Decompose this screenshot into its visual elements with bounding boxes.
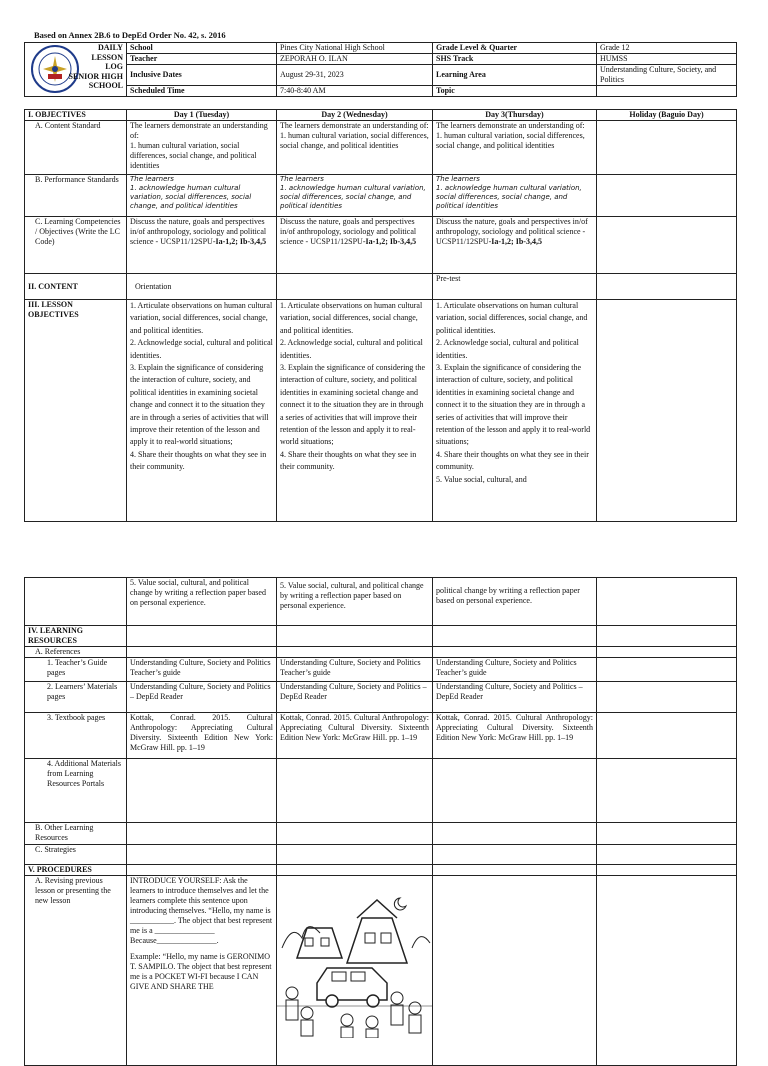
community-illustration-icon xyxy=(277,888,433,1038)
main-table-page-2 xyxy=(24,577,737,1066)
area-value: Understanding Culture, Society, and Politics xyxy=(597,65,737,86)
other-resources-label: B. Other Learning Resources xyxy=(25,823,127,845)
lesson-objectives-day1: 1. Articulate observations on human cultural variation, social differences, social change, and political identities. 2. Acknowledge social, cultural and political identities. 3. Explain the significance of considering the interaction of culture, society, and political identities in examining societal change and connect it to the situation they are in through a series of activities that will improve their retention of the lesson and apply it to real-world situations; 4. Share their thoughts on what they see in their community. xyxy=(127,300,277,522)
time-value: 7:40-8:40 AM xyxy=(277,86,433,97)
revising-day3 xyxy=(433,876,597,1066)
tg-label: 1. Teacher’s Guide pages xyxy=(25,658,127,682)
lesson-objectives-day3: 1. Articulate observations on human cultural variation, social differences, social change, and political identities. 2. Acknowledge social, cultural and political identities. 3. Explain the significance of considering the interaction of culture, society, and political identities in examining societal change and connect it to the situation they are in through a series of activities that will improve their retention of the lesson and apply it to real-world situations; 4. Share their thoughts on what they see in their community. 5. Value social, cultural, and xyxy=(433,300,597,522)
dates-value: August 29-31, 2023 xyxy=(277,65,433,86)
tg-day2: Understanding Culture, Society and Politics Teacher’s guide xyxy=(277,658,433,682)
competencies-label: C. Learning Competencies / Objectives (Write the LC Code) xyxy=(25,217,127,274)
revising-label: A. Revising previous lesson or presenting the new lesson xyxy=(25,876,127,1066)
content-standard-day1: The learners demonstrate an understanding of: 1. human cultural variation, social differences, social change, and political identities xyxy=(127,121,277,175)
competencies-day4 xyxy=(597,217,737,274)
additional-label: 4. Additional Materials from Learning Resources Portals xyxy=(25,759,127,823)
lm-label: 2. Learners’ Materials pages xyxy=(25,682,127,713)
tg-day3: Understanding Culture, Society and Politics Teacher’s guide xyxy=(433,658,597,682)
day1-heading: Day 1 (Tuesday) xyxy=(127,110,277,121)
references-label: A. References xyxy=(25,647,127,658)
day4-heading: Holiday (Baguio Day) xyxy=(597,110,737,121)
revising-day4 xyxy=(597,876,737,1066)
content-day2 xyxy=(277,274,433,300)
track-label: SHS Track xyxy=(433,54,597,65)
resources-label: IV. LEARNING RESOURCES xyxy=(25,626,127,647)
teacher-label: Teacher xyxy=(127,54,277,65)
day2-heading: Day 2 (Wednesday) xyxy=(277,110,433,121)
school-label: School xyxy=(127,43,277,54)
content-standard-day4 xyxy=(597,121,737,175)
performance-day4 xyxy=(597,175,737,217)
tb-day2: Kottak, Conrad. 2015. Cultural Anthropology: Appreciating Cultural Diversity. Sixteenth Edition New York: McGraw Hill. pp. 1–19 xyxy=(277,713,433,759)
day3-heading: Day 3(Thursday) xyxy=(433,110,597,121)
performance-day3: The learners 1. acknowledge human cultural variation, social differences, social change, and political identities xyxy=(433,175,597,217)
content-standard-label: A. Content Standard xyxy=(25,121,127,175)
content-day4 xyxy=(597,274,737,300)
lesson-objectives-day4 xyxy=(597,300,737,522)
lesson-objectives-cont-day4 xyxy=(597,578,737,626)
tb-label: 3. Textbook pages xyxy=(25,713,127,759)
lesson-objectives-cont-day3: political change by writing a reflection paper based on personal experience. xyxy=(433,578,597,626)
lesson-objectives-day2: 1. Articulate observations on human cultural variation, social differences, social change, and political identities. 2. Acknowledge social, cultural and political identities. 3. Explain the significance of considering the interaction of culture, society, and political identities in examining societal change and connect it to the situation they are in through a series of activities that will improve their retention of the lesson and apply it to real-world situations; 4. Share their thoughts on what they see in their community. xyxy=(277,300,433,522)
tg-day1: Understanding Culture, Society and Politics Teacher’s guide xyxy=(127,658,277,682)
content-standard-day2: The learners demonstrate an understanding of: 1. human cultural variation, social differences, social change, and political identities xyxy=(277,121,433,175)
lesson-objectives-cont-day2: 5. Value social, cultural, and political change by writing a reflection paper based on personal experience. xyxy=(277,578,433,626)
lesson-objectives-label: III. LESSON OBJECTIVES xyxy=(25,300,127,522)
dll-title: DAILY LESSON LOG SENIOR HIGH SCHOOL xyxy=(25,43,127,97)
area-label: Learning Area xyxy=(433,65,597,86)
content-day3: Pre-test xyxy=(433,274,597,300)
time-label: Scheduled Time xyxy=(127,86,277,97)
grade-value: Grade 12 xyxy=(597,43,737,54)
content-label: II. CONTENT xyxy=(25,274,127,300)
procedures-label: V. PROCEDURES xyxy=(25,865,127,876)
lm-day2: Understanding Culture, Society and Politics – DepEd Reader xyxy=(277,682,433,713)
performance-day1: The learners 1. acknowledge human cultural variation, social differences, social change, and political identities xyxy=(127,175,277,217)
content-day1: Orientation xyxy=(127,274,277,300)
tb-day1: Kottak, Conrad. 2015. Cultural Anthropology: Appreciating Cultural Diversity. Sixteenth Edition New York: McGraw Hill. pp. 1–19 xyxy=(127,713,277,759)
performance-day2: The learners 1. acknowledge human cultural variation, social differences, social change, and political identities xyxy=(277,175,433,217)
main-table-page-1 xyxy=(24,109,737,522)
revising-day2 xyxy=(277,876,433,1066)
track-value: HUMSS xyxy=(597,54,737,65)
performance-label: B. Performance Standards xyxy=(25,175,127,217)
competencies-day1: Discuss the nature, goals and perspectives in/of anthropology, sociology and political science - UCSP11/12SPU-Ia-1,2; Ib-3,4,5 xyxy=(127,217,277,274)
grade-label: Grade Level & Quarter xyxy=(433,43,597,54)
tb-day3: Kottak, Conrad. 2015. Cultural Anthropology: Appreciating Cultural Diversity. Sixteenth Edition New York: McGraw Hill. pp. 1–19 xyxy=(433,713,597,759)
strategies-label: C. Strategies xyxy=(25,845,127,865)
lm-day1: Understanding Culture, Society and Politics – DepEd Reader xyxy=(127,682,277,713)
topic-value xyxy=(597,86,737,97)
lesson-objectives-cont-label xyxy=(25,578,127,626)
content-standard-day3: The learners demonstrate an understanding of: 1. human cultural variation, social differences, social change, and political identities xyxy=(433,121,597,175)
competencies-day3: Discuss the nature, goals and perspectives in/of anthropology, sociology and political science - UCSP11/12SPU-Ia-1,2; Ib-3,4,5 xyxy=(433,217,597,274)
lm-day3: Understanding Culture, Society and Politics – DepEd Reader xyxy=(433,682,597,713)
revising-day1: INTRODUCE YOURSELF: Ask the learners to introduce themselves and let the learners complete this sentence upon introducing themselves. “Hello, my name is ___________. The object that best represent me is a _______________ Because_______________. Example: “Hello, my name is GERONIMO T. SAMPILO. The object that best represent me is a POCKET WI-FI because I CAN GIVE AND SHARE THE xyxy=(127,876,277,1066)
annex-reference: Based on Annex 2B.6 to DepEd Order No. 42, s. 2016 xyxy=(34,30,226,40)
school-value: Pines City National High School xyxy=(277,43,433,54)
dates-label: Inclusive Dates xyxy=(127,65,277,86)
topic-label: Topic xyxy=(433,86,597,97)
competencies-day2: Discuss the nature, goals and perspectives in/of anthropology, sociology and political science - UCSP11/12SPU-Ia-1,2; Ib-3,4,5 xyxy=(277,217,433,274)
objectives-heading: I. OBJECTIVES xyxy=(25,110,127,121)
teacher-value: ZEPORAH O. ILAN xyxy=(277,54,433,65)
lesson-objectives-cont-day1: 5. Value social, cultural, and political change by writing a reflection paper based on personal experience. xyxy=(127,578,277,626)
header-table xyxy=(24,42,737,97)
